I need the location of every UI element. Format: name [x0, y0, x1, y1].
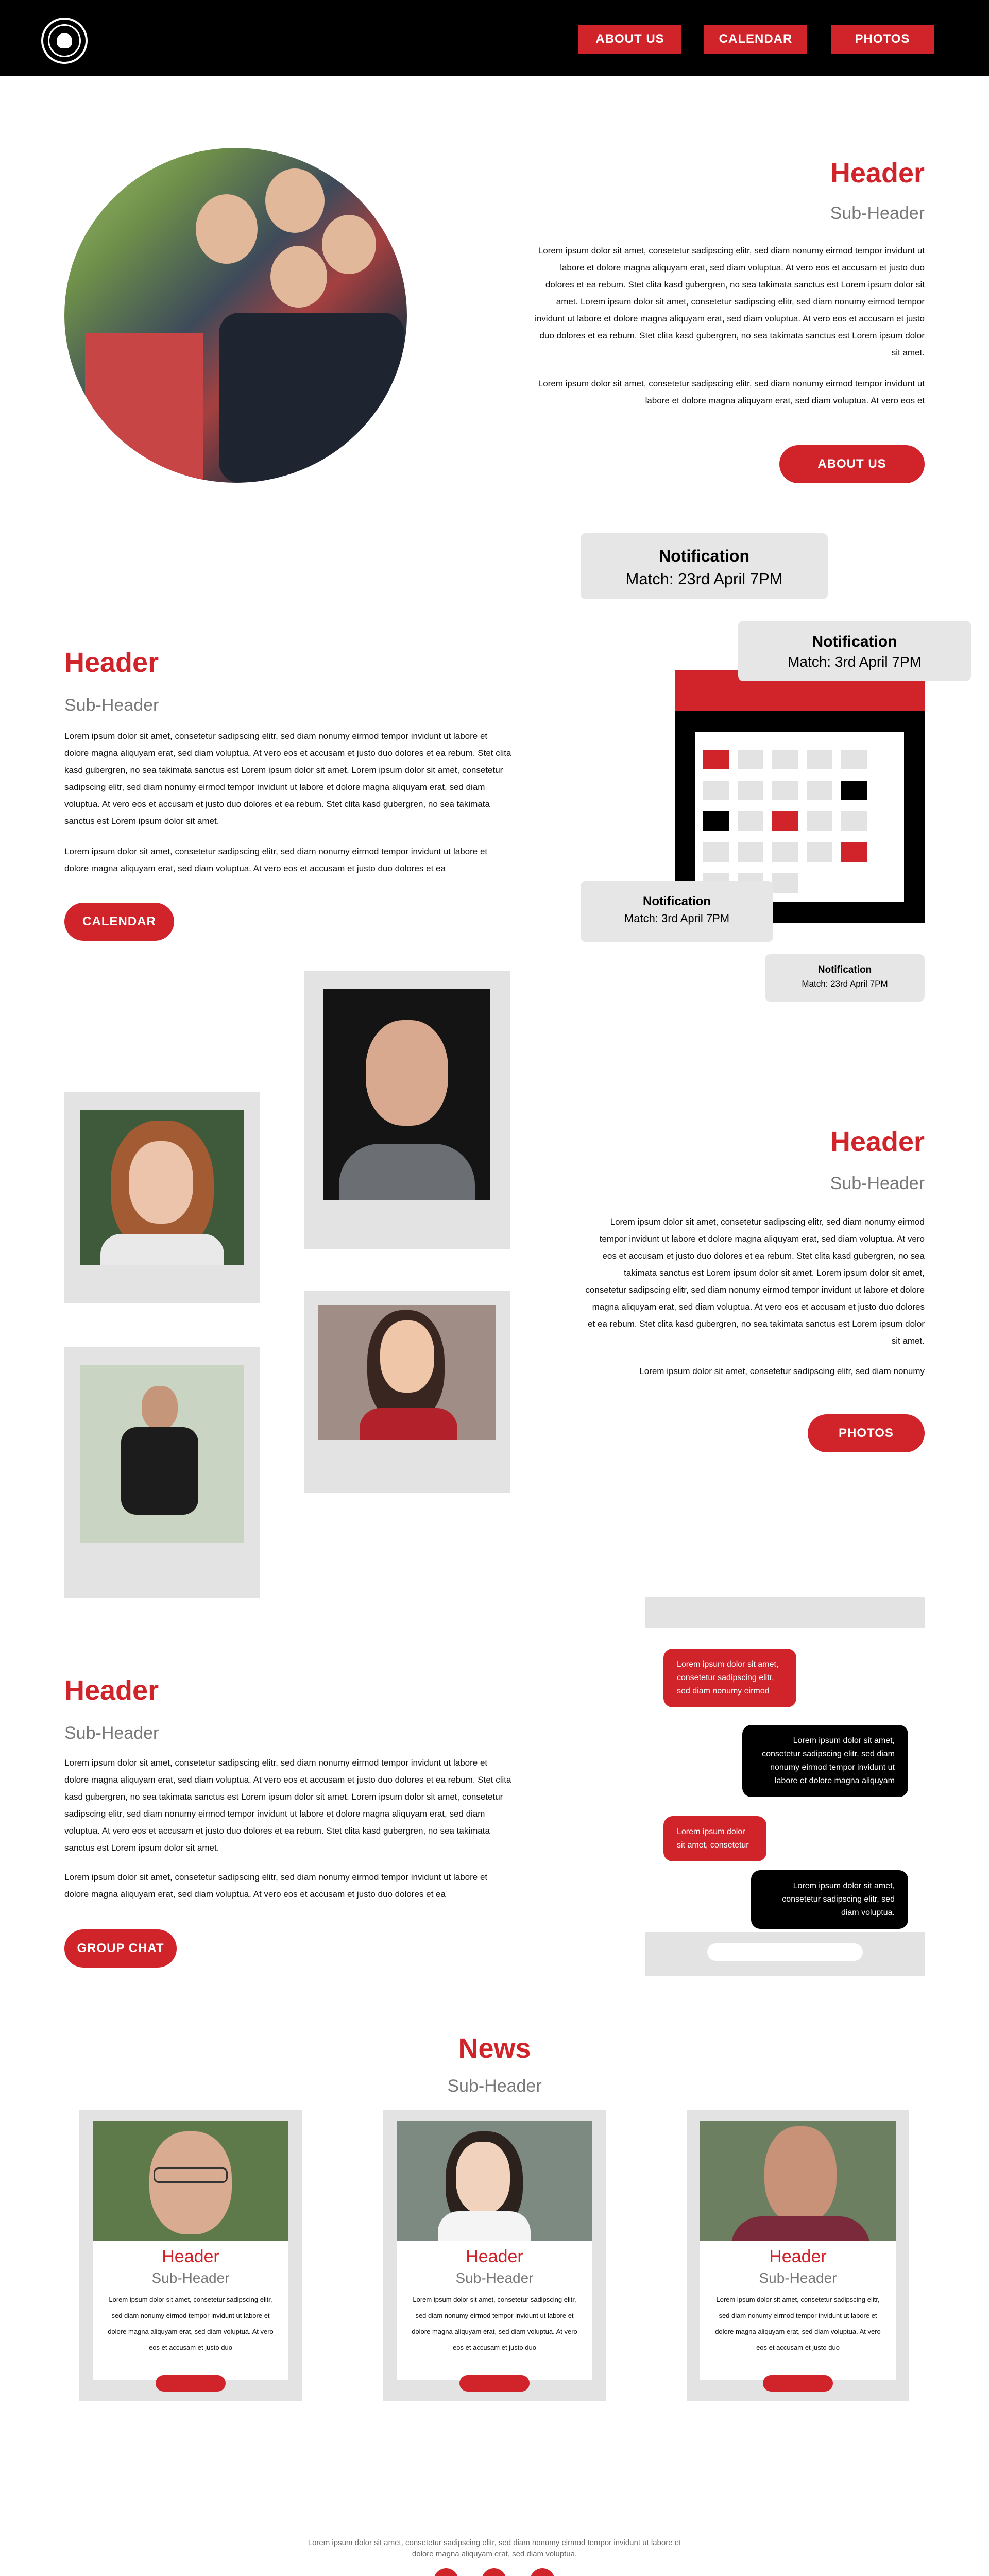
chat-message-sent: Lorem ipsum dolor sit amet, consetetur sadipscing elitr, sed diam voluptua.: [751, 1870, 908, 1929]
calendar-day[interactable]: [738, 842, 763, 862]
news-card-text: Lorem ipsum dolor sit amet, consetetur sadipscing elitr, sed diam nonumy eirmod tempor invidunt ut labore et dolore magna aliquyam erat, sed diam voluptua. At vero eos et accusam et justo duo: [412, 2296, 577, 2351]
news-card-header: Header: [769, 2247, 827, 2266]
nav-photos-button[interactable]: PHOTOS: [831, 25, 934, 54]
news-photo: [93, 2121, 288, 2241]
notification-card: [765, 954, 925, 1002]
chat-paragraph-1: Lorem ipsum dolor sit amet, consetetur sadipscing elitr, sed diam nonumy eirmod tempor invidunt ut labore et dolore magna aliquyam erat, sed diam voluptua. At vero eos et accusam et justo duo dolores et ea rebum. Stet clita kasd gubergren, no sea takimata sanctus est Lorem ipsum dolor sit amet. Lorem ipsum dolor sit amet, consetetur sadipscing elitr, sed diam nonumy eirmod tempor invidunt ut labore et dolore magna aliquyam erat, sed diam voluptua. At vero eos et accusam et justo duo dolores et ea rebum. Stet clita kasd gubergren, no sea takimata sanctus est Lorem ipsum dolor sit amet.: [64, 1758, 511, 1853]
fans-photo: [64, 148, 407, 483]
chat-paragraph-2: Lorem ipsum dolor sit amet, consetetur sadipscing elitr, sed diam nonumy eirmod tempor invidunt ut labore et dolore magna aliquyam erat, sed diam voluptua. At vero eos et accusam et justo duo dolores et ea: [64, 1872, 488, 1899]
calendar-day[interactable]: [807, 842, 832, 862]
photos-button[interactable]: PHOTOS: [808, 1414, 925, 1452]
about-paragraph-2: Lorem ipsum dolor sit amet, consetetur sadipscing elitr, sed diam nonumy eirmod tempor invidunt ut labore et dolore magna aliquyam erat, sed diam voluptua. At vero eos et: [538, 379, 925, 405]
photos-paragraph-1: Lorem ipsum dolor sit amet, consetetur sadipscing elitr, sed diam nonumy eirmod tempor invidunt ut labore et dolore magna aliquyam erat, sed diam voluptua. At vero eos et accusam et justo duo dolores et ea rebum. Stet clita kasd gubergren, no sea takimata sanctus est Lorem ipsum dolor sit amet. Lorem ipsum dolor sit amet, consetetur sadipscing elitr, sed diam nonumy eirmod tempor invidunt ut labore et dolore magna aliquyam erat, sed diam voluptua. At vero eos et accusam et justo duo dolores et ea rebum. Stet clita kasd gubergren, no sea takimata sanctus est Lorem ipsum dolor sit amet.: [585, 1217, 925, 1346]
photo-frame[interactable]: [304, 1291, 510, 1493]
calendar-subheader: Sub-Header: [64, 696, 159, 715]
portrait-photo: [80, 1365, 244, 1543]
notification-title: Notification: [817, 964, 872, 975]
portrait-photo: [318, 1305, 496, 1440]
calendar-day[interactable]: [807, 750, 832, 769]
chat-message-received: Lorem ipsum dolor sit amet, consetetur sadipscing elitr, sed diam nonumy eirmod: [663, 1649, 796, 1707]
about-header: Header: [830, 158, 925, 189]
photos-header: Header: [830, 1126, 925, 1157]
notification-card: [738, 621, 971, 681]
social-dot-icon[interactable]: [434, 2568, 458, 2576]
news-card-body: [700, 2241, 896, 2380]
calendar-day[interactable]: [841, 750, 867, 769]
news-card-header: Header: [466, 2247, 523, 2266]
portrait-photo: [323, 989, 490, 1200]
calendar-grid: [695, 732, 904, 902]
about-us-button[interactable]: ABOUT US: [779, 445, 925, 483]
group-chat-button[interactable]: GROUP CHAT: [64, 1929, 177, 1968]
news-title: News: [458, 2033, 531, 2064]
notification-title: Notification: [659, 547, 749, 565]
news-subheader: Sub-Header: [447, 2076, 542, 2096]
news-card[interactable]: [687, 2110, 909, 2401]
photos-subheader: Sub-Header: [830, 1174, 925, 1193]
calendar-day[interactable]: [841, 781, 867, 800]
news-card-subheader: Sub-Header: [151, 2270, 230, 2286]
news-card-button[interactable]: [156, 2375, 226, 2392]
news-card-button[interactable]: [459, 2375, 530, 2392]
club-crest-icon[interactable]: [41, 18, 88, 64]
calendar-header: Header: [64, 647, 159, 678]
calendar-day[interactable]: [807, 781, 832, 800]
notification-title: Notification: [643, 894, 711, 908]
calendar-day[interactable]: [703, 781, 729, 800]
about-paragraph-1: Lorem ipsum dolor sit amet, consetetur sadipscing elitr, sed diam nonumy eirmod tempor invidunt ut labore et dolore magna aliquyam erat, sed diam voluptua. At vero eos et accusam et justo duo dolores et ea rebum. Stet clita kasd gubergren, no sea takimata sanctus est Lorem ipsum dolor sit amet. Lorem ipsum dolor sit amet, consetetur sadipscing elitr, sed diam nonumy eirmod tempor invidunt ut labore et dolore magna aliquyam erat, sed diam voluptua. At vero eos et accusam et justo duo dolores et ea rebum. Stet clita kasd gubergren, no sea takimata sanctus est Lorem ipsum dolor sit amet.: [535, 246, 925, 358]
calendar-day[interactable]: [772, 873, 798, 893]
about-subheader: Sub-Header: [830, 204, 925, 223]
photos-paragraph-2: Lorem ipsum dolor sit amet, consetetur sadipscing elitr, sed diam nonumy: [639, 1366, 925, 1376]
calendar-day[interactable]: [772, 750, 798, 769]
calendar-day[interactable]: [841, 811, 867, 831]
news-card-body: [93, 2241, 288, 2380]
social-dot-icon[interactable]: [482, 2568, 506, 2576]
calendar-day[interactable]: [738, 750, 763, 769]
chat-message-received: Lorem ipsum dolor sit amet, consetetur: [663, 1816, 766, 1861]
photo-frame[interactable]: [64, 1347, 260, 1598]
news-card-text: Lorem ipsum dolor sit amet, consetetur sadipscing elitr, sed diam nonumy eirmod tempor invidunt ut labore et dolore magna aliquyam erat, sed diam voluptua. At vero eos et accusam et justo duo: [715, 2296, 881, 2351]
calendar-day[interactable]: [738, 781, 763, 800]
calendar-day[interactable]: [772, 781, 798, 800]
footer-text: Lorem ipsum dolor sit amet, consetetur sadipscing elitr, sed diam nonumy eirmod tempor invidunt ut labore et dolore magna aliquyam erat, sed diam voluptua.: [308, 2538, 681, 2558]
portrait-photo: [80, 1110, 244, 1265]
news-card[interactable]: [79, 2110, 302, 2401]
calendar-paragraph-1: Lorem ipsum dolor sit amet, consetetur sadipscing elitr, sed diam nonumy eirmod tempor invidunt ut labore et dolore magna aliquyam erat, sed diam voluptua. At vero eos et accusam et justo duo dolores et ea rebum. Stet clita kasd gubergren, no sea takimata sanctus est Lorem ipsum dolor sit amet. Lorem ipsum dolor sit amet, consetetur sadipscing elitr, sed diam nonumy eirmod tempor invidunt ut labore et dolore magna aliquyam erat, sed diam voluptua. At vero eos et accusam et justo duo dolores et ea rebum. Stet clita kasd gubergren, no sea takimata sanctus est Lorem ipsum dolor sit amet.: [64, 731, 511, 826]
news-card[interactable]: [383, 2110, 606, 2401]
news-photo: [700, 2121, 896, 2241]
chat-screen: [645, 1628, 925, 1932]
news-card-header: Header: [162, 2247, 219, 2266]
chat-header: Header: [64, 1675, 159, 1706]
photo-frame[interactable]: [64, 1092, 260, 1303]
calendar-day[interactable]: [807, 811, 832, 831]
notification-text: Match: 3rd April 7PM: [788, 654, 922, 670]
notification-text: Match: 23rd April 7PM: [625, 570, 783, 588]
calendar-paragraph-2: Lorem ipsum dolor sit amet, consetetur sadipscing elitr, sed diam nonumy eirmod tempor invidunt ut labore et dolore magna aliquyam erat, sed diam voluptua. At vero eos et accusam et justo duo dolores et ea: [64, 846, 488, 873]
notification-text: Match: 23rd April 7PM: [802, 979, 888, 989]
chat-subheader: Sub-Header: [64, 1723, 159, 1743]
chat-message-sent: Lorem ipsum dolor sit amet, consetetur sadipscing elitr, sed diam nonumy eirmod tempor invidunt ut labore et dolore magna aliquyam: [742, 1725, 908, 1797]
news-photo: [397, 2121, 592, 2241]
notification-title: Notification: [812, 633, 897, 650]
chat-phone-mockup: [645, 1597, 925, 1976]
calendar-day[interactable]: [772, 842, 798, 862]
news-card-button[interactable]: [763, 2375, 833, 2392]
nav-calendar-button[interactable]: CALENDAR: [704, 25, 807, 54]
news-card-text: Lorem ipsum dolor sit amet, consetetur sadipscing elitr, sed diam nonumy eirmod tempor invidunt ut labore et dolore magna aliquyam erat, sed diam voluptua. At vero eos et accusam et justo duo: [108, 2296, 274, 2351]
calendar-day[interactable]: [772, 811, 798, 831]
top-nav: [0, 0, 989, 76]
nav-about-button[interactable]: ABOUT US: [578, 25, 681, 54]
calendar-day[interactable]: [703, 750, 729, 769]
notification-card: [581, 533, 828, 599]
calendar-day[interactable]: [703, 811, 729, 831]
chat-input-bar[interactable]: [707, 1943, 863, 1961]
social-dot-icon[interactable]: [530, 2568, 555, 2576]
calendar-day[interactable]: [841, 842, 867, 862]
calendar-button[interactable]: CALENDAR: [64, 903, 174, 941]
notification-card: [581, 881, 773, 942]
photo-frame[interactable]: [304, 971, 510, 1249]
news-card-subheader: Sub-Header: [455, 2270, 534, 2286]
calendar-day[interactable]: [703, 842, 729, 862]
notification-text: Match: 3rd April 7PM: [624, 912, 730, 925]
news-card-body: [397, 2241, 592, 2380]
news-card-subheader: Sub-Header: [759, 2270, 837, 2286]
calendar-day[interactable]: [738, 811, 763, 831]
